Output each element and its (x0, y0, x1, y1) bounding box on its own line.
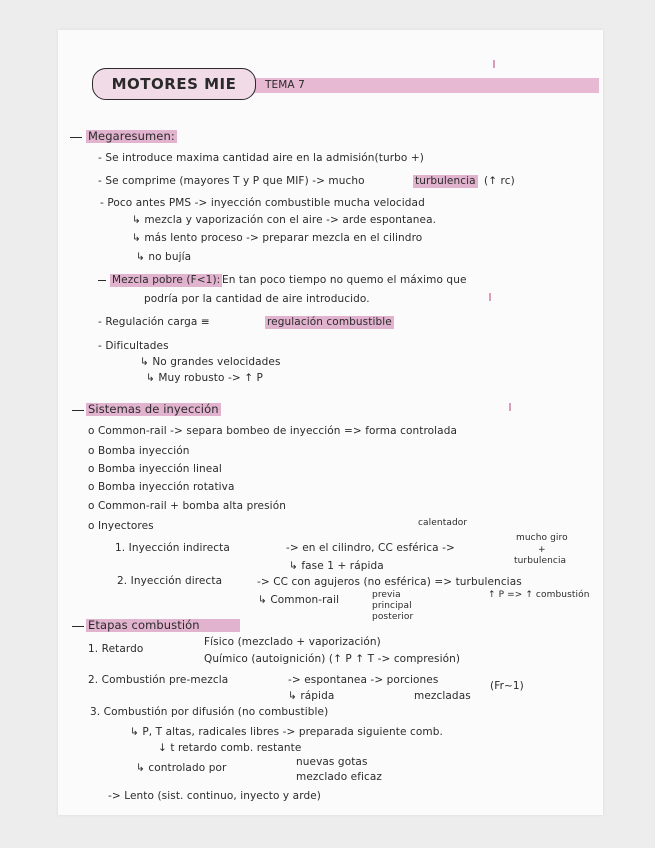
note-line: (Fr~1) (490, 680, 524, 692)
pink-mark (509, 403, 511, 411)
note-line: Químico (autoignición) (↑ P ↑ T -> compresión) (204, 653, 461, 665)
note-line: -> en el cilindro, CC esférica -> (286, 542, 455, 554)
note-line: mezclado eficaz (296, 771, 383, 783)
section-dash (72, 626, 84, 627)
note-line: -> espontanea -> porciones (288, 674, 439, 686)
note-line: 2. Combustión pre-mezcla (88, 674, 229, 686)
note-line: ↳ mezcla y vaporización con el aire -> arde espontanea. (132, 214, 437, 226)
note-line: ↳ rápida (288, 690, 335, 702)
note-line: 1. Retardo (88, 643, 144, 655)
note-line: En tan poco tiempo no quemo el máximo que (222, 274, 467, 286)
section-heading-megaresumen: Megaresumen: (88, 129, 175, 143)
title-highlight-band (254, 78, 599, 93)
section-heading-etapas: Etapas combustión (86, 619, 240, 632)
note-annotation: previa (372, 590, 401, 600)
highlight-regulacion: regulación combustible (267, 316, 392, 328)
note-line: o Common-rail + bomba alta presión (88, 500, 286, 512)
note-annotation: calentador (418, 518, 468, 528)
note-line: nuevas gotas (296, 756, 368, 768)
note-line: ↳ no bujía (136, 251, 192, 263)
pink-mark (493, 60, 495, 68)
note-annotation: ↑ P => ↑ combustión (488, 590, 590, 600)
bullet-dash (98, 280, 106, 281)
note-line: - Se introduce maxima cantidad aire en la admisión(turbo +) (98, 152, 424, 164)
tema-label: TEMA 7 (265, 79, 305, 91)
note-line: ↳ P, T altas, radicales libres -> preparada siguiente comb. (130, 726, 443, 738)
note-line: o Common-rail -> separa bombeo de inyección => forma controlada (88, 425, 458, 437)
note-line: - Poco antes PMS -> inyección combustible mucha velocidad (100, 197, 425, 209)
note-line: -> Lento (sist. continuo, inyecto y arde) (108, 790, 321, 802)
note-line: -> CC con agujeros (no esférica) => turbulencias (257, 576, 522, 588)
section-dash (70, 137, 82, 138)
note-line: - Se comprime (mayores T y P que MIF) -> mucho (98, 175, 365, 187)
note-line: o Inyectores (88, 520, 154, 532)
section-dash (72, 410, 84, 411)
note-annotation: turbulencia (514, 556, 567, 566)
note-line: 3. Combustión por difusión (no combustible) (90, 706, 329, 718)
note-line: 2. Inyección directa (117, 575, 223, 587)
note-line: o Bomba inyección lineal (88, 463, 222, 475)
note-annotation: principal (372, 601, 412, 611)
note-line: mezcladas (414, 690, 471, 702)
note-line: ↳ más lento proceso -> preparar mezcla en el cilindro (132, 232, 423, 244)
highlight-mezcla-pobre: Mezcla pobre (F<1): (112, 274, 221, 286)
highlight-turbulencia: turbulencia (415, 175, 476, 187)
pink-mark (489, 293, 491, 301)
section-heading-sistemas: Sistemas de inyección (88, 402, 219, 416)
note-line: o Bomba inyección (88, 445, 190, 457)
note-annotation: posterior (372, 612, 414, 622)
note-annotation: + (538, 545, 546, 555)
note-line: (↑ rc) (484, 175, 515, 187)
note-line: - Regulación carga ≡ (98, 316, 210, 328)
note-line: ↓ t retardo comb. restante (158, 742, 302, 754)
note-line: ↳ fase 1 + rápida (289, 560, 384, 572)
note-line: ↳ controlado por (136, 762, 227, 774)
note-line: ↳ Common-rail (258, 594, 340, 606)
note-line: ↳ No grandes velocidades (140, 356, 281, 368)
note-line: Físico (mezclado + vaporización) (204, 636, 381, 648)
note-annotation: mucho giro (516, 533, 568, 543)
note-line: 1. Inyección indirecta (115, 542, 230, 554)
page-title: MOTORES MIE (92, 68, 256, 100)
note-line: o Bomba inyección rotativa (88, 481, 235, 493)
note-line: ↳ Muy robusto -> ↑ P (146, 372, 263, 384)
note-line: - Dificultades (98, 340, 169, 352)
note-line: podría por la cantidad de aire introducido. (144, 293, 370, 305)
